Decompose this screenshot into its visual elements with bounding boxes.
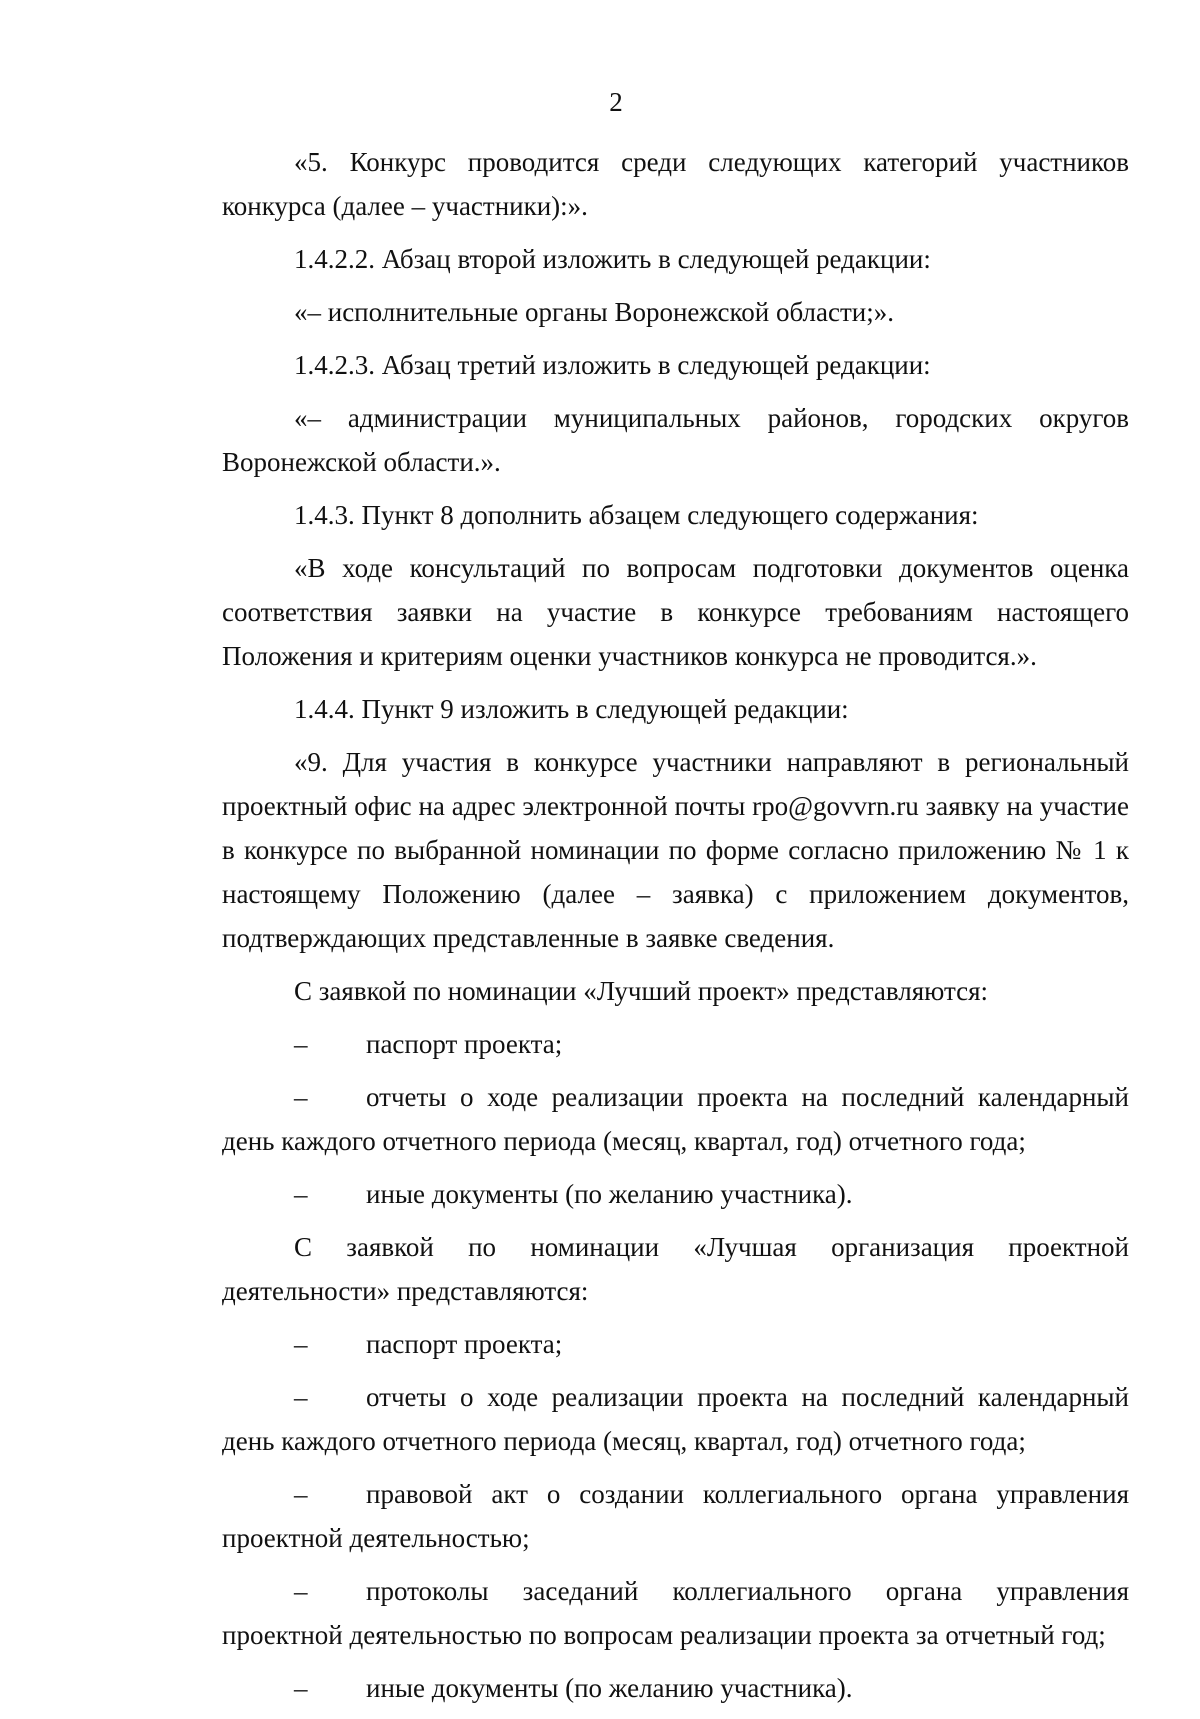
dash-marker: – xyxy=(294,1082,308,1112)
list-item-text: отчеты о ходе реализации проекта на последний календарный день каждого отчетного периода (месяц, квартал, год) отчетного года; xyxy=(222,1082,1129,1156)
dash-marker: – xyxy=(294,1479,308,1509)
list-item-text: протоколы заседаний коллегиального органа управления проектной деятельностью по вопросам реализации проекта за отчетный год; xyxy=(222,1576,1129,1650)
list-item-text: правовой акт о создании коллегиального органа управления проектной деятельностью; xyxy=(222,1479,1129,1553)
dash-marker: – xyxy=(294,1382,308,1412)
list-item xyxy=(222,1022,1129,1066)
list-item xyxy=(222,1375,1129,1463)
list-item xyxy=(222,1569,1129,1657)
list-item-text: иные документы (по желанию участника). xyxy=(366,1179,853,1209)
list-best-project xyxy=(222,1022,1129,1216)
list-item xyxy=(222,1172,1129,1216)
list-item xyxy=(222,1666,1129,1710)
list-item xyxy=(222,1322,1129,1366)
paragraph-executive-bodies: «– исполнительные органы Воронежской области;». xyxy=(294,297,894,327)
paragraph-1-4-2-2: 1.4.2.2. Абзац второй изложить в следующей редакции: xyxy=(294,244,931,274)
list-item xyxy=(222,1472,1129,1560)
paragraph-competition-categories: «5. Конкурс проводится среди следующих категорий участников конкурса (далее – участники):». xyxy=(222,147,1129,221)
dash-marker: – xyxy=(294,1029,308,1059)
paragraph-1-4-2-3: 1.4.2.3. Абзац третий изложить в следующей редакции: xyxy=(294,350,931,380)
dash-marker: – xyxy=(294,1576,308,1606)
document-body xyxy=(222,140,1129,1719)
paragraph-best-project-intro: С заявкой по номинации «Лучший проект» представляются: xyxy=(294,976,988,1006)
list-item-text: паспорт проекта; xyxy=(366,1029,563,1059)
paragraph-point-9: «9. Для участия в конкурсе участники направляют в региональный проектный офис на адрес электронной почты rpo@govvrn.ru заявку на участие в конкурсе по выбранной номинации по форме согласно приложению № 1 к настоящему Положению (далее – заявка) с приложением документов, подтверждающих представленные в заявке сведения. xyxy=(222,747,1129,953)
paragraph-administrations: «– администрации муниципальных районов, городских округов Воронежской области.». xyxy=(222,403,1129,477)
dash-marker: – xyxy=(294,1179,308,1209)
dash-marker: – xyxy=(294,1329,308,1359)
paragraph-1-4-3: 1.4.3. Пункт 8 дополнить абзацем следующего содержания: xyxy=(294,500,979,530)
paragraph-1-4-4: 1.4.4. Пункт 9 изложить в следующей редакции: xyxy=(294,694,849,724)
paragraph-best-org-intro: С заявкой по номинации «Лучшая организация проектной деятельности» представляются: xyxy=(222,1232,1129,1306)
list-item-text: отчеты о ходе реализации проекта на последний календарный день каждого отчетного периода (месяц, квартал, год) отчетного года; xyxy=(222,1382,1129,1456)
page-number: 2 xyxy=(609,87,623,117)
list-item-text: паспорт проекта; xyxy=(366,1329,563,1359)
list-best-org xyxy=(222,1322,1129,1710)
list-item-text: иные документы (по желанию участника). xyxy=(366,1673,853,1703)
paragraph-consultations: «В ходе консультаций по вопросам подготовки документов оценка соответствия заявки на участие в конкурсе требованиям настоящего Положения и критериям оценки участников конкурса не проводится.». xyxy=(222,553,1129,671)
list-item xyxy=(222,1075,1129,1163)
dash-marker: – xyxy=(294,1673,308,1703)
